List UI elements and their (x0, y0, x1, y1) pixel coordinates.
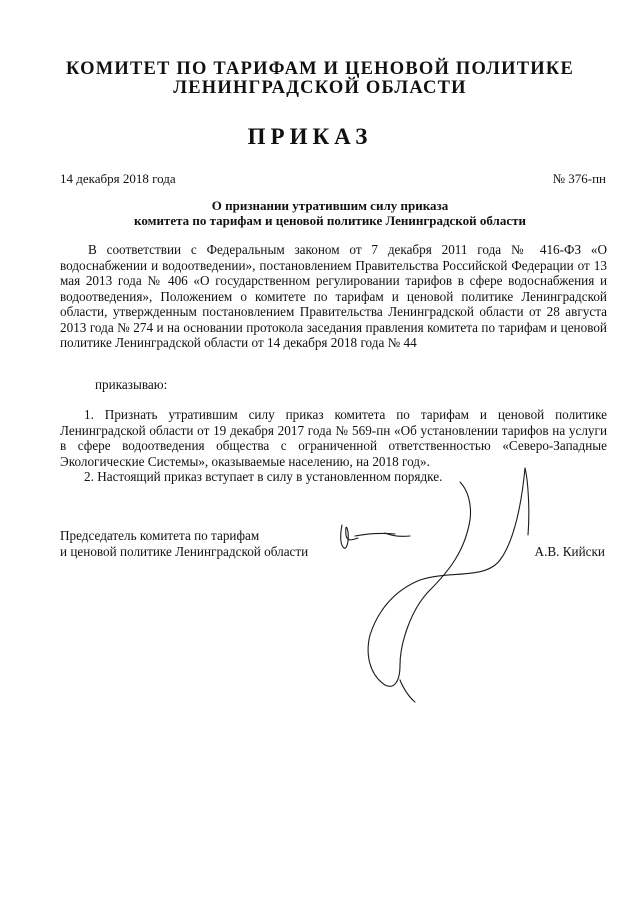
signer-title (60, 528, 308, 560)
subject-line-1: О признании утратившим силу приказа (211, 198, 449, 213)
signer-name: А.В. Кийски (534, 544, 605, 559)
subject-line-2: комитета по тарифам и ценовой политике Ленинградской области (134, 213, 526, 228)
document-number: № 376-пн (552, 171, 606, 186)
preamble-paragraph: В соответствии с Федеральным законом от 7 декабря 2011 года № 416-ФЗ «О водоснабжении и водоотведении», постановлением Правительства Российской Федерации от 13 мая 2013 года № 406 «О государственном регулировании тарифов в сфере водоснабжения и водоотведения», Положением о комитете по тарифам и ценовой политике Ленинградской области, утвержденным постановлением Правительства Ленинградской области от 28 августа 2013 года № 274 и на основании протокола заседания правления комитета по тарифам и ценовой политике Ленинградской области от 14 декабря 2018 года № 44 (60, 242, 607, 350)
order-directive: приказываю: (95, 377, 168, 392)
document-date: 14 декабря 2018 года (60, 171, 176, 186)
signer-title-line-1: Председатель комитета по тарифам (60, 528, 260, 543)
signer-title-line-2: и ценовой политике Ленинградской области (60, 544, 309, 559)
document-subject (40, 198, 620, 228)
header-line-2: ЛЕНИНГРАДСКОЙ ОБЛАСТИ (173, 78, 467, 98)
header-line-1: КОМИТЕТ ПО ТАРИФАМ И ЦЕНОВОЙ ПОЛИТИКЕ (65, 59, 575, 79)
order-item-2: 2. Настоящий приказ вступает в силу в установленном порядке. (84, 469, 443, 484)
order-item-1: 1. Признать утратившим силу приказ комитета по тарифам и ценовой политике Ленинградской области от 19 декабря 2017 года № 569-пн «Об установлении тарифов на услуги в сфере водоотведения общества с ограниченной ответственностью «Северо-Западные Экологические Системы», оказываемые населению, на 2018 год». (60, 407, 607, 469)
document-type-title: ПРИКАЗ (247, 124, 373, 149)
handwritten-signature (300, 440, 560, 710)
document-header (40, 60, 600, 98)
